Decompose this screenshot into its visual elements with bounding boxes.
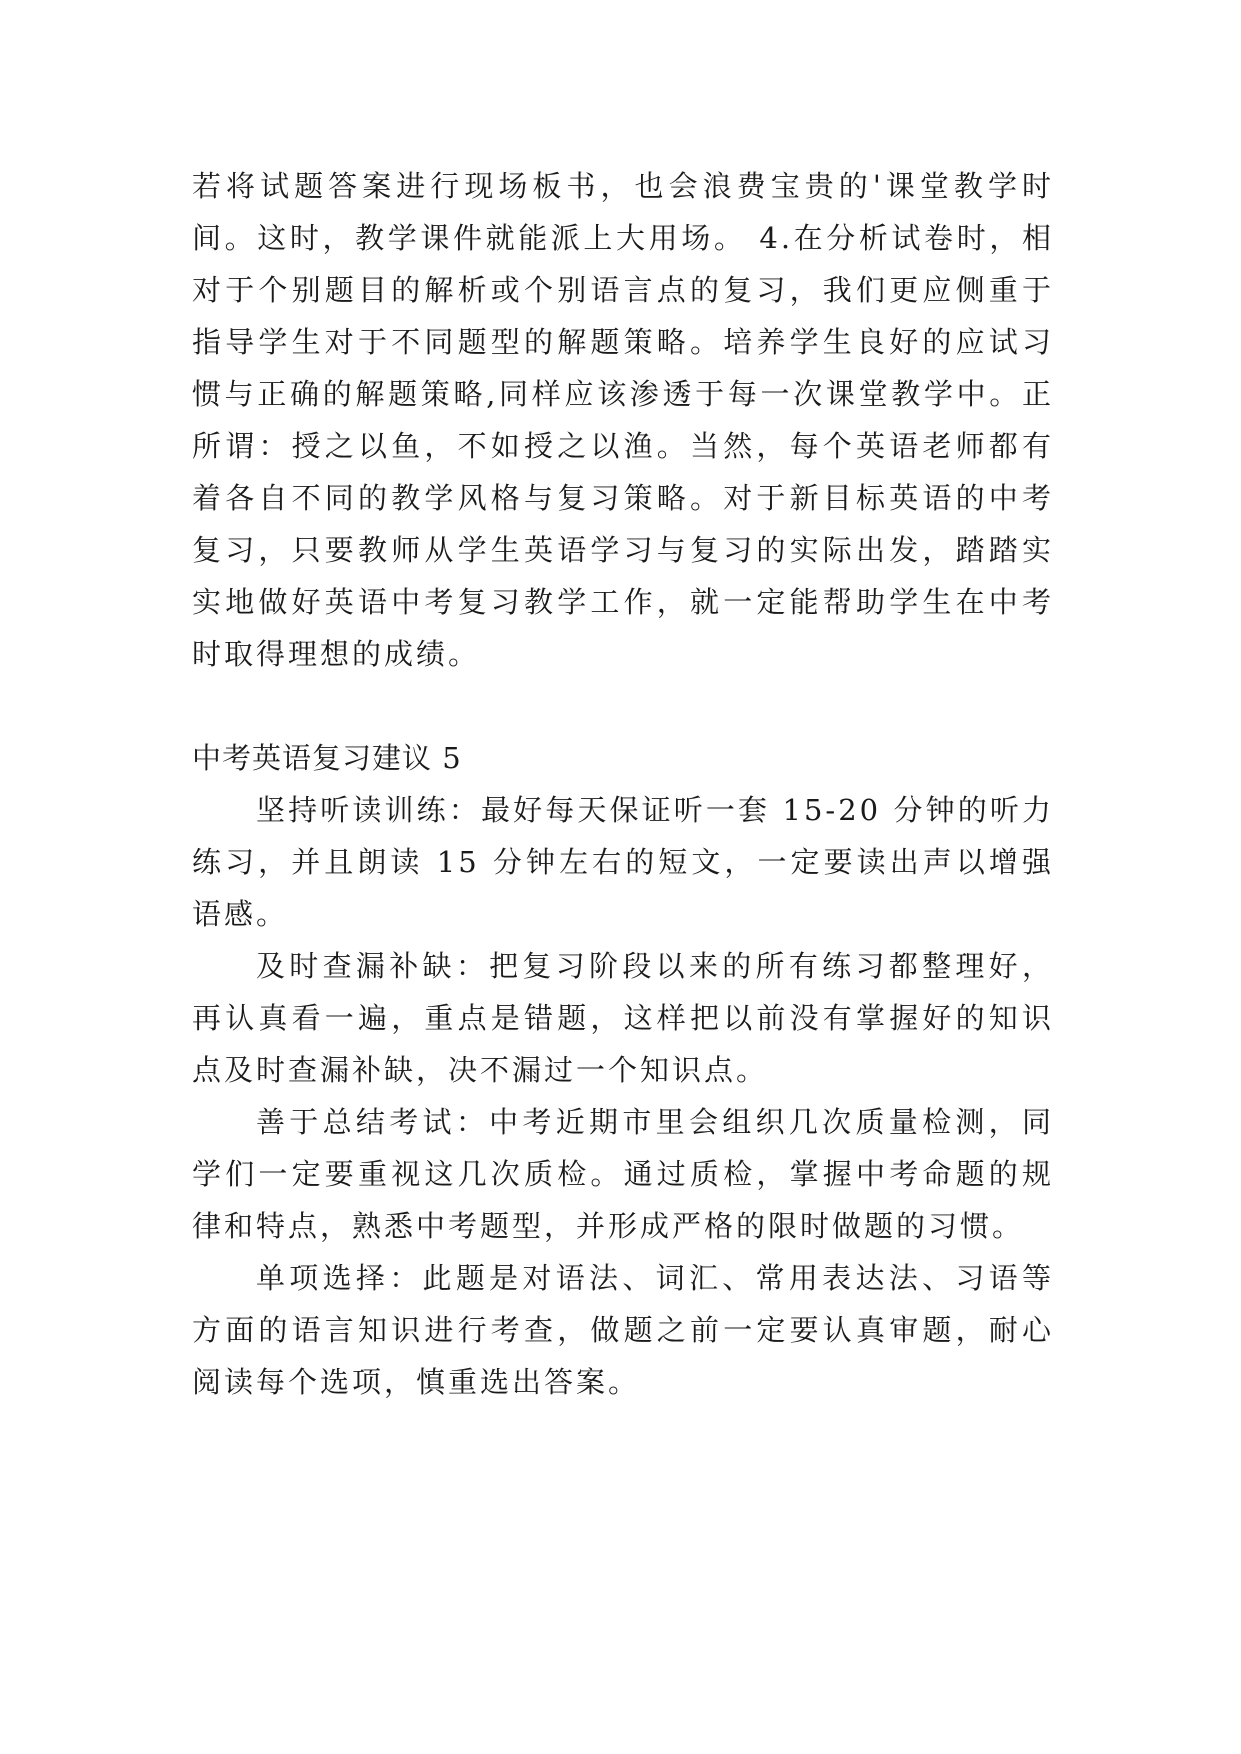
document-body	[192, 160, 1054, 1408]
continuation-paragraph: 若将试题答案进行现场板书，也会浪费宝贵的'课堂教学时间。这时，教学课件就能派上大用场。 4.在分析试卷时，相对于个别题目的解析或个别语言点的复习，我们更应侧重于指导学生对于不同题型的解题策略。培养学生良好的应试习惯与正确的解题策略,同样应该渗透于每一次课堂教学中。正所谓：授之以鱼，不如授之以渔。当然，每个英语老师都有着各自不同的教学风格与复习策略。对于新目标英语的中考复习，只要教师从学生英语学习与复习的实际出发，踏踏实实地做好英语中考复习教学工作，就一定能帮助学生在中考时取得理想的成绩。	[192, 169, 1054, 671]
paragraph-listening: 坚持听读训练：最好每天保证听一套 15-20 分钟的听力练习，并且朗读 15 分钟左右的短文，一定要读出声以增强语感。	[192, 793, 1054, 931]
section-heading: 中考英语复习建议 5	[192, 741, 462, 775]
paragraph-exam-summary: 善于总结考试：中考近期市里会组织几次质量检测，同学们一定要重视这几次质检。通过质检，掌握中考命题的规律和特点，熟悉中考题型，并形成严格的限时做题的习惯。	[192, 1105, 1054, 1243]
section-spacer	[192, 680, 1054, 732]
paragraph-review-gaps: 及时查漏补缺：把复习阶段以来的所有练习都整理好，再认真看一遍，重点是错题，这样把以前没有掌握好的知识点及时查漏补缺，决不漏过一个知识点。	[192, 949, 1054, 1087]
paragraph-single-choice: 单项选择：此题是对语法、词汇、常用表达法、习语等方面的语言知识进行考查，做题之前一定要认真审题，耐心阅读每个选项，慎重选出答案。	[192, 1261, 1054, 1399]
